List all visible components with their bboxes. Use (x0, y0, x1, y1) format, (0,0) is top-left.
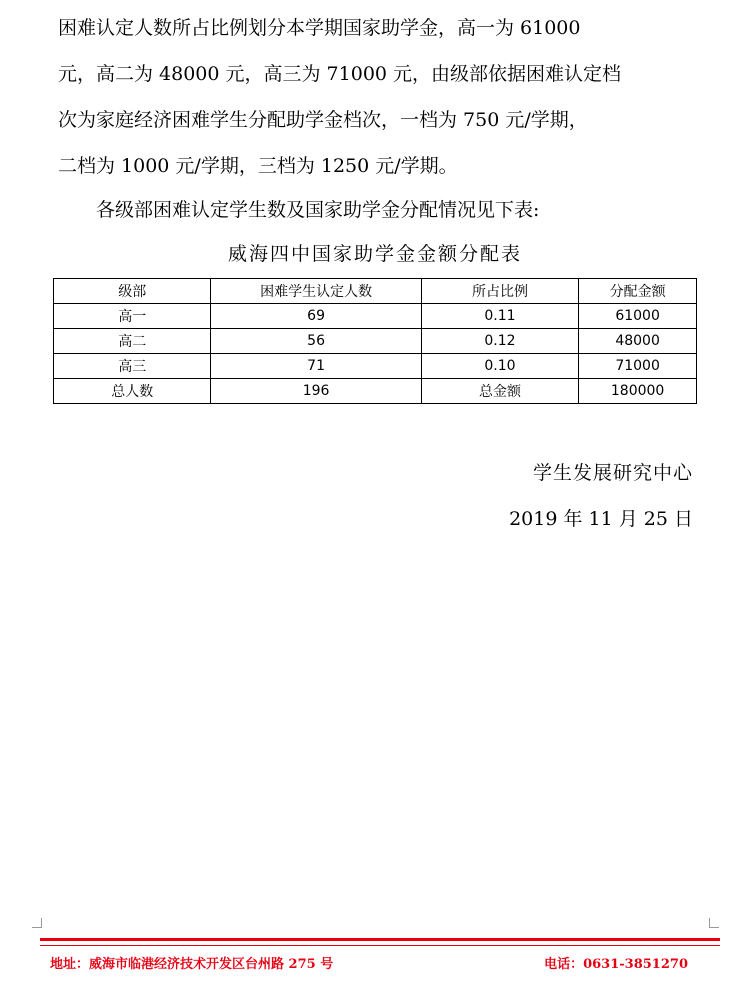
allocation-table (53, 278, 697, 404)
table-header-row (54, 279, 697, 304)
header-cell-amount: 分配金额 (579, 279, 697, 304)
cell-total-label: 总人数 (54, 379, 211, 404)
cell-ratio: 0.10 (421, 354, 579, 379)
footer-address: 地址：威海市临港经济技术开发区台州路 275 号 (50, 957, 334, 972)
table-row (54, 329, 697, 354)
header-cell-count: 困难学生认定人数 (211, 279, 421, 304)
header-cell-ratio: 所占比例 (421, 279, 579, 304)
cell-total-amount: 180000 (579, 379, 697, 404)
table-row (54, 354, 697, 379)
cell-count: 71 (211, 354, 421, 379)
header-cell-grade: 级部 (54, 279, 211, 304)
body-paragraph-2: 各级部困难认定学生数及国家助学金分配情况见下表: (96, 199, 540, 221)
cell-grade: 高二 (54, 329, 211, 354)
cell-amount: 48000 (579, 329, 697, 354)
signature-organization: 学生发展研究中心 (532, 462, 693, 484)
cell-count: 69 (211, 304, 421, 329)
table-row (54, 304, 697, 329)
footer-rule-thin (40, 945, 720, 946)
cell-count: 56 (211, 329, 421, 354)
footer-phone: 电话：0631-3851270 (544, 957, 688, 972)
table-title: 威海四中国家助学金金额分配表 (227, 243, 522, 265)
body-paragraph-1 (58, 5, 698, 189)
table-total-row (54, 379, 697, 404)
paragraph-line-3: 次为家庭经济困难学生分配助学金档次，一档为 750 元/学期， (58, 109, 588, 131)
cell-total-count: 196 (211, 379, 421, 404)
paragraph-line-4: 二档为 1000 元/学期，三档为 1250 元/学期。 (58, 155, 458, 177)
page-corner-mark-right (709, 918, 719, 928)
cell-grade: 高一 (54, 304, 211, 329)
cell-total-amount-label: 总金额 (421, 379, 579, 404)
cell-amount: 71000 (579, 354, 697, 379)
cell-amount: 61000 (579, 304, 697, 329)
signature-date: 2019 年 11 月 25 日 (509, 508, 693, 530)
cell-ratio: 0.11 (421, 304, 579, 329)
cell-ratio: 0.12 (421, 329, 579, 354)
page-corner-mark-left (32, 918, 42, 928)
cell-grade: 高三 (54, 354, 211, 379)
paragraph-line-2: 元，高二为 48000 元，高三为 71000 元，由级部依据困难认定档 (58, 63, 622, 85)
footer-rule-thick (40, 938, 720, 941)
paragraph-line-1: 困难认定人数所占比例划分本学期国家助学金，高一为 61000 (58, 17, 581, 39)
